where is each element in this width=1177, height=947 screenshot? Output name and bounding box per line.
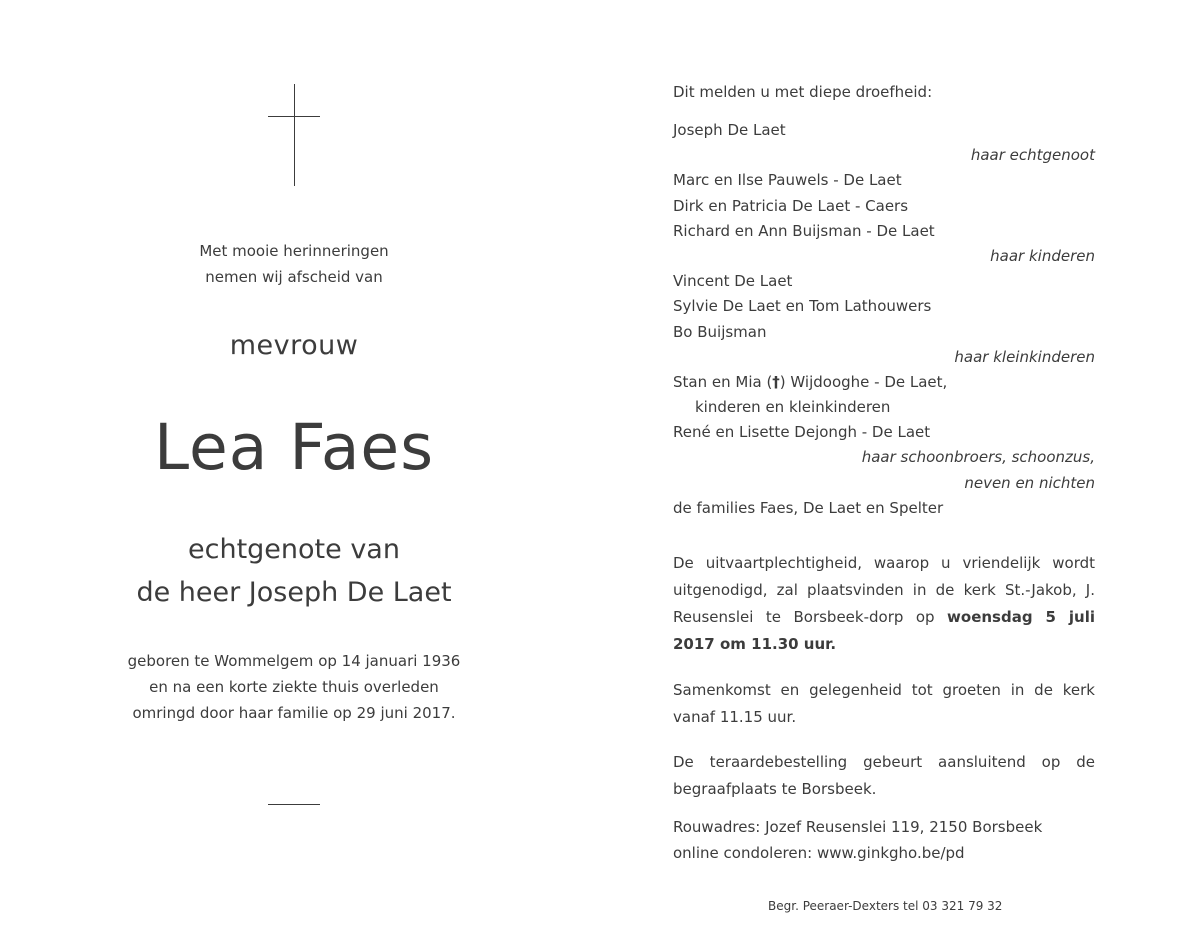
divider-line [268,804,320,805]
deceased-cross-icon: † [772,372,780,391]
bio-line: en na een korte ziekte thuis overleden [149,678,439,696]
relative-name: Dirk en Patricia De Laet - Caers [673,196,909,215]
announcement-lead: Dit melden u met diepe droefheid: [673,83,933,101]
relative-name: de families Faes, De Laet en Spelter [673,498,944,517]
ceremony-paragraph [673,550,1095,658]
relative-name: Joseph De Laet [673,121,786,139]
intro-text [80,238,508,290]
intro-line: nemen wij afscheid van [205,268,383,286]
relation-label: haar schoonbroers, schoonzus, [861,448,1095,467]
relation-label: haar kleinkinderen [954,347,1095,366]
online-condolence-line: online condoleren: www.ginkgho.be/pd [673,844,965,862]
spouse-text [80,528,508,614]
relative-name-part: ) Wijdooghe - De Laet, [779,372,948,391]
relative-name: Sylvie De Laet en Tom Lathouwers [673,297,932,316]
bio-line: geboren te Wommelgem op 14 januari 1936 [127,652,461,670]
bio-text [80,648,508,726]
relative-name [673,370,1095,395]
funeral-director-footer: Begr. Peeraer-Dexters tel 03 321 79 32 [768,899,1003,913]
honorific: mevrouw [229,330,359,361]
relative-name: Richard en Ann Buijsman - De Laet [673,221,935,240]
gathering-paragraph: Samenkomst en gelegenheid tot groeten in de kerk vanaf 11.15 uur. [673,681,1095,726]
relative-name: kinderen en kleinkinderen [695,398,891,417]
relative-name: Bo Buijsman [673,322,767,341]
relation-label: haar kinderen [990,246,1095,265]
contact-info [673,814,1095,866]
ceremony-text: De uitvaartplechtigheid, waarop u vriendelijk wordt uitgenodigd, zal plaatsvinden in de kerk St.-Jakob, J. Reusenslei te Borsbeek-dorp op [673,554,1095,626]
relative-name-part: Stan en Mia ( [673,372,773,391]
cross-icon-horizontal [268,116,320,117]
burial-paragraph: De teraardebestelling gebeurt aansluitend op de begraafplaats te Borsbeek. [673,753,1095,798]
relative-name: René en Lisette Dejongh - De Laet [673,423,931,442]
relatives-list [673,118,1095,521]
bio-line: omringd door haar familie op 29 juni 2017. [132,704,456,722]
address-line: Rouwadres: Jozef Reusenslei 119, 2150 Borsbeek [673,818,1043,836]
intro-line: Met mooie herinneringen [199,242,389,260]
spouse-line: echtgenote van [188,534,400,565]
spouse-line: de heer Joseph De Laet [136,577,452,608]
deceased-name: Lea Faes [153,411,435,484]
ceremony-date: woensdag 5 juli 2017 om 11.30 uur. [673,608,1095,653]
relation-label: haar echtgenoot [970,146,1095,165]
relative-name: Vincent De Laet [673,272,793,291]
cross-icon-vertical [294,84,295,186]
relation-label: neven en nichten [964,473,1095,492]
relative-name: Marc en Ilse Pauwels - De Laet [673,171,902,190]
